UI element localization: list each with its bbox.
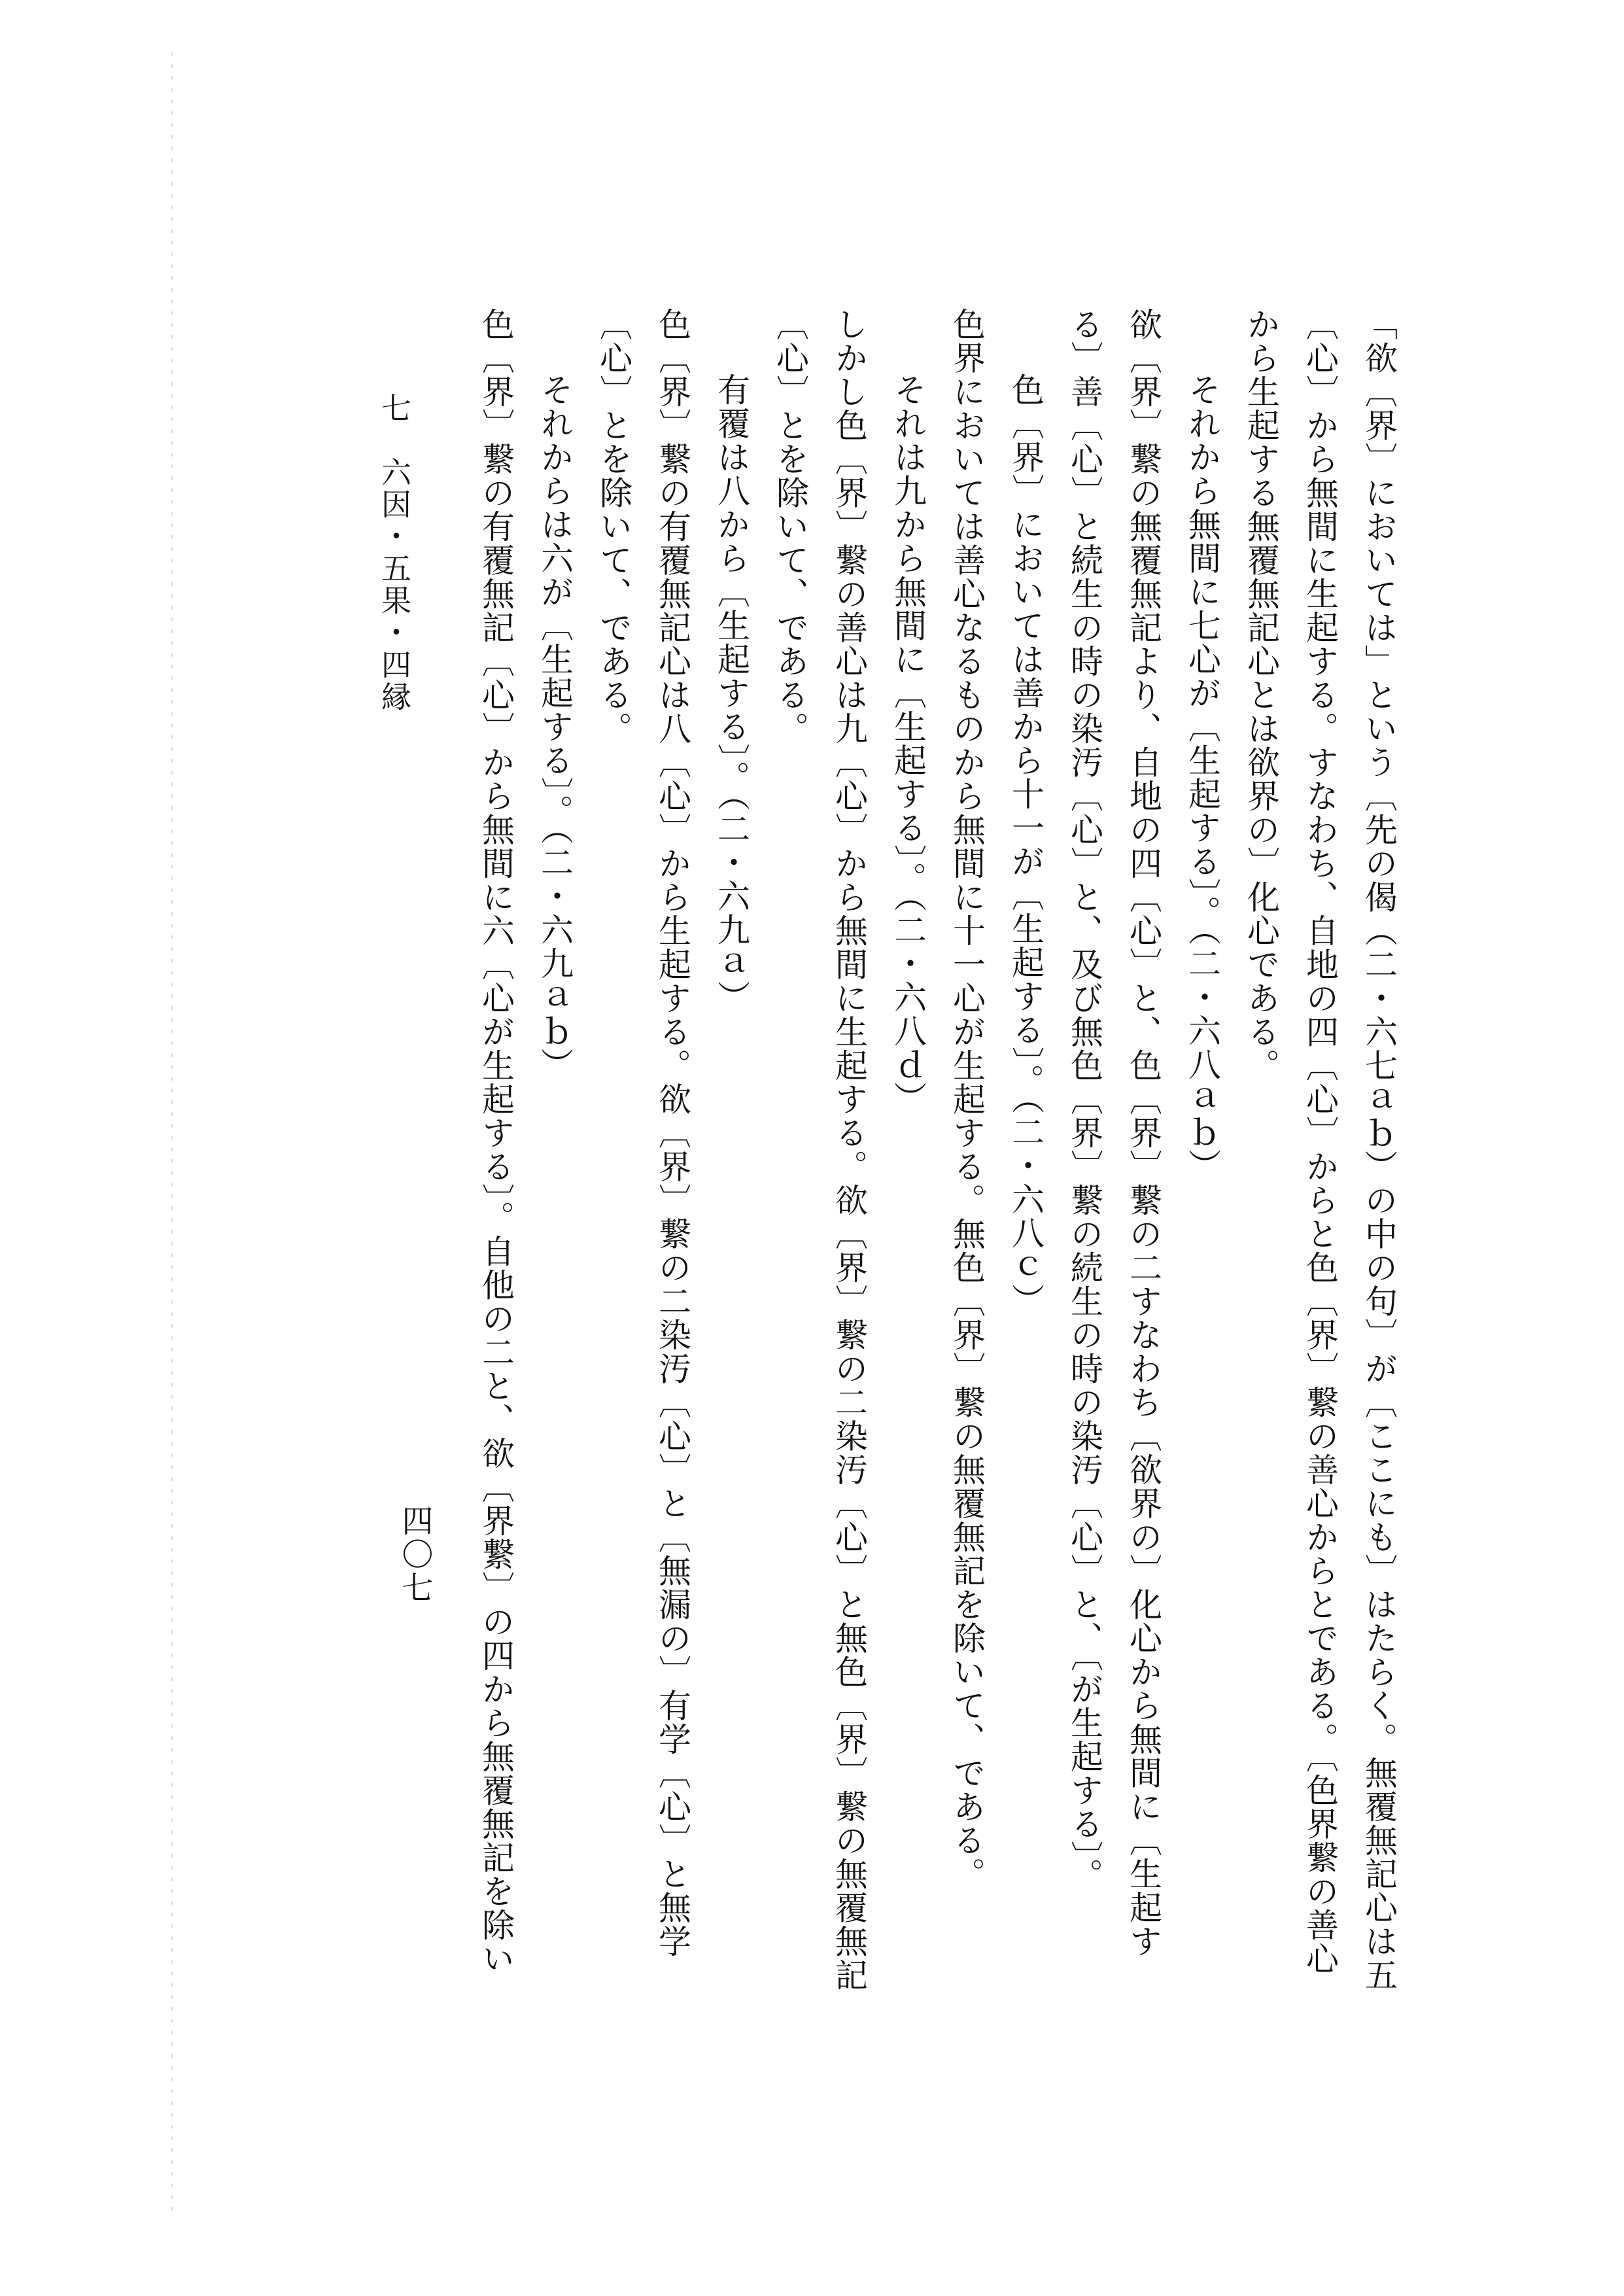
text-line: 「欲〔界〕においては」という〔先の偈（二・六七ａｂ）の中の句〕が〔ここにも〕はたらく。無覆無記心は五 xyxy=(1360,307,1398,1992)
text-line: 欲〔界〕繋の無覆無記より、自地の四〔心〕と、色〔界〕繋の二すなわち〔欲界の〕化心から無間に〔生起す xyxy=(1124,307,1162,1958)
page-number: 四〇七 xyxy=(396,1505,433,1605)
verse-line: 色〔界〕においては善から十一が〔生起する〕。（二・六八ｃ） xyxy=(1007,373,1045,1317)
text-line: 〔心〕から無間に生起する。すなわち、自地の四〔心〕からと色〔界〕繋の善心からとである。〔色界繋の善心 xyxy=(1301,307,1339,1975)
verse-line: それは九から無間に〔生起する〕。（二・六八ｄ） xyxy=(889,373,927,1115)
running-header: 七 六因・五果・四縁 xyxy=(377,392,412,713)
text-line: 〔心〕とを除いて、である。 xyxy=(771,307,809,746)
text-line: 〔心〕とを除いて、である。 xyxy=(595,307,632,746)
text-line: る〕善〔心〕と続生の時の染汚〔心〕と、及び無色〔界〕繋の続生の時の染汚〔心〕と、〔が生起する〕。 xyxy=(1065,307,1103,1892)
text-line: 色界においては善心なるものから無間に十一心が生起する。無色〔界〕繋の無覆無記を除いて、である。 xyxy=(948,307,986,1891)
text-line: から生起する無覆無記心とは欲界の〕化心である。 xyxy=(1242,307,1280,1083)
verse-line: それからは六が〔生起する〕。（二・六九ａｂ） xyxy=(536,373,574,1081)
text-line: しかし色〔界〕繋の善心は九〔心〕から無間に生起する。欲〔界〕繋の二染汚〔心〕と無色〔界〕繋の無覆無記 xyxy=(830,307,868,1992)
verse-line: それから無間に七心が〔生起する〕。（二・六八ａｂ） xyxy=(1183,373,1221,1183)
verse-line: 有覆は八から〔生起する〕。（二・六九ａ） xyxy=(712,373,750,1014)
body-text xyxy=(466,307,1408,1992)
text-line: 色〔界〕繋の有覆無記心は八〔心〕から生起する。欲〔界〕繋の二染汚〔心〕と〔無漏の〕有学〔心〕と無学 xyxy=(653,307,691,1958)
text-line: 色〔界〕繋の有覆無記〔心〕から無間に六〔心が生起する〕。自他の二と、欲〔界繋〕の四から無覆無記を除い xyxy=(477,307,515,1975)
scan-edge-artifact xyxy=(171,52,173,2211)
